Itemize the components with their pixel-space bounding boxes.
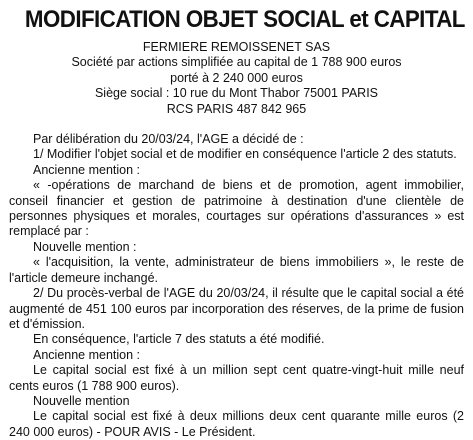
company-seat: Siège social : 10 rue du Mont Thabor 75001 PARIS xyxy=(94,86,379,101)
company-capital: Société par actions simplifiée au capital de 1 788 900 euros xyxy=(71,55,402,70)
paragraph-old-capital-label: Ancienne mention : xyxy=(33,347,141,362)
company-new-capital: porté à 2 240 000 euros xyxy=(170,70,303,85)
paragraph-new-mention-label: Nouvelle mention : xyxy=(33,239,137,254)
company-rcs: RCS PARIS 487 842 965 xyxy=(166,101,307,116)
company-header xyxy=(9,40,464,117)
paragraph-capital-increase: 2/ Du procès-verbal de l'AGE du 20/03/24, il résulte que le capital social a été augmenté de 451 100 euros par incorporation des réserves, de la prime de fusion et d'émission. xyxy=(9,286,464,331)
notice-title: MODIFICATION OBJET SOCIAL et CAPITAL xyxy=(24,6,465,33)
paragraph-object-change: 1/ Modifier l'objet social et de modifier en conséquence l'article 2 des statuts. xyxy=(33,147,457,162)
paragraph-new-object: « l'acquisition, la vente, administrateur de biens immobiliers », le reste de l'article demeure inchangé. xyxy=(9,255,464,285)
paragraph-new-capital-label: Nouvelle mention xyxy=(33,393,130,408)
paragraph-article-modified: En conséquence, l'article 7 des statuts a été modifié. xyxy=(33,332,325,347)
paragraph-old-object: « -opérations de marchand de biens et de promotion, agent immobilier, conseil financier et gestion de patrimoine à destination d'une clientèle de personnes physiques et morales, courtages sur opérations d'assurances » est remplacé par : xyxy=(9,178,464,239)
paragraph-old-capital: Le capital social est fixé à un million sept cent quatre-vingt-huit mille neuf cents euros (1 788 900 euros). xyxy=(9,363,464,393)
paragraph-new-capital: Le capital social est fixé à deux millions deux cent quarante mille euros (2 240 000 euros) - POUR AVIS - Le Président. xyxy=(9,409,464,439)
paragraph-deliberation: Par délibération du 20/03/24, l'AGE a décidé de : xyxy=(33,132,304,147)
notice-body xyxy=(9,132,464,440)
paragraph-old-mention-label: Ancienne mention : xyxy=(33,162,141,177)
company-name: FERMIERE REMOISSENET SAS xyxy=(142,40,331,54)
